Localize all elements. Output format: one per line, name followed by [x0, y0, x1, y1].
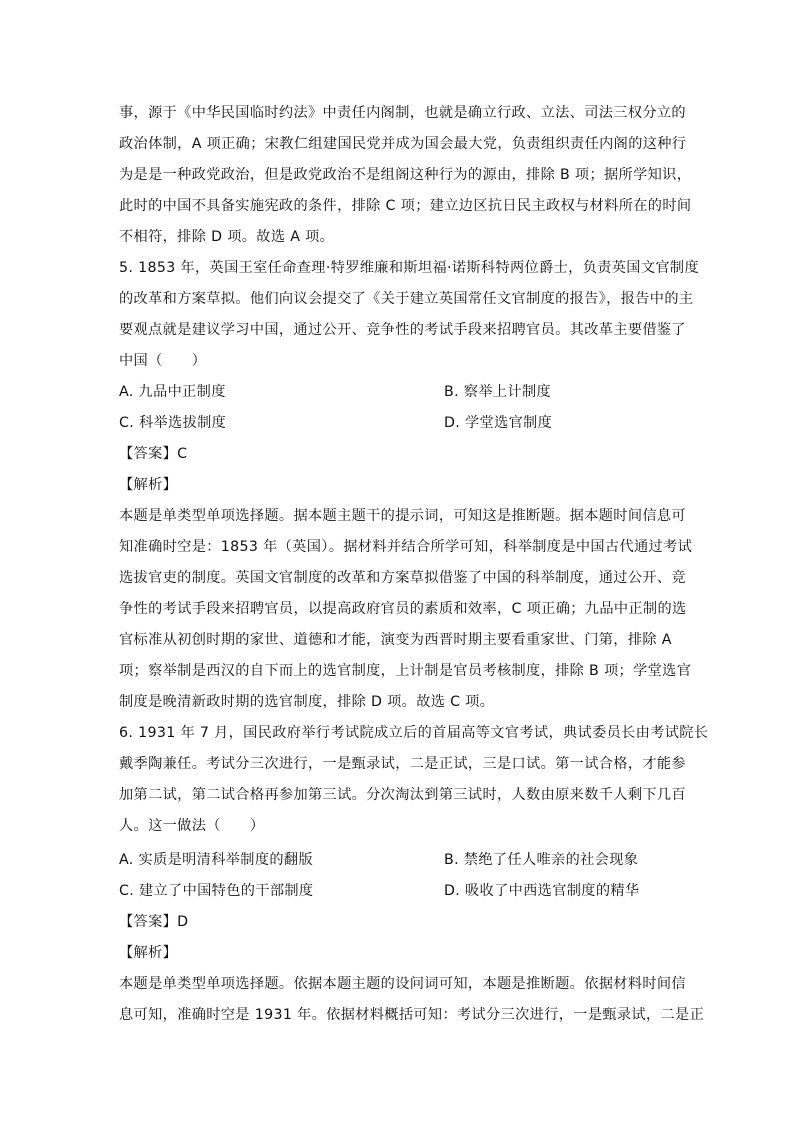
question-6-option-a: A. 实质是明清科举制度的翻版: [119, 852, 313, 868]
question-5-stem: 5. 1853 年，英国王室任命查理·特罗维廉和斯坦福·诺斯科特两位爵士，负责英国文官制度: [119, 260, 699, 276]
question-6-stem: 加第二试，第二试合格再参加第三试。分次淘汰到第三试时，人数由原来数千人剩下几百: [119, 787, 686, 803]
question-5-stem: 中国（ ）: [119, 353, 207, 369]
question-6-option-b: B. 禁绝了任人唯亲的社会现象: [444, 852, 639, 868]
text-line: 事，源于《中华民国临时约法》中责任内阁制，也就是确立行政、立法、司法三权分立的: [119, 105, 686, 121]
question-6-option-c: C. 建立了中国特色的干部制度: [119, 883, 314, 899]
text-line: 政治体制，A 项正确；宋教仁组建国民党并成为国会最大党，负责组织责任内阁的这种行: [119, 136, 687, 152]
question-5-analysis: 官标准从初创时期的家世、道德和才能，演变为西晋时期主要看重家世、门第，排除 A: [119, 632, 672, 648]
question-5-analysis-label: 【解析】: [119, 477, 178, 493]
question-6-answer: 【答案】D: [119, 914, 189, 930]
question-5-option-b: B. 察举上计制度: [444, 384, 552, 400]
question-6-stem: 戴季陶兼任。考试分三次进行，一是甄录试，二是正试，三是口试。第一试合格，才能参: [119, 756, 686, 772]
question-5-analysis: 制度是晚清新政时期的选官制度，排除 D 项。故选 C 项。: [119, 694, 495, 710]
question-5-analysis: 选拔官吏的制度。英国文官制度的改革和方案草拟借鉴了中国的科举制度，通过公开、竞: [119, 570, 686, 586]
question-5-option-a: A. 九品中正制度: [119, 384, 226, 400]
question-6-analysis-label: 【解析】: [119, 945, 178, 961]
question-5-stem: 要观点就是建议学习中国，通过公开、竞争性的考试手段来招聘官员。其改革主要借鉴了: [119, 322, 686, 338]
question-5-analysis: 项；察举制是西汉的自下而上的选官制度，上计制是官员考核制度，排除 B 项；学堂选官: [119, 663, 692, 679]
question-5-stem: 的改革和方案草拟。他们向议会提交了《关于建立英国常任文官制度的报告》，报告中的主: [119, 291, 694, 307]
question-5-answer: 【答案】C: [119, 446, 188, 462]
question-6-analysis: 息可知，准确时空是 1931 年。依据材料概括可知：考试分三次进行，一是甄录试，二是正: [119, 1007, 705, 1023]
question-5-analysis: 知准确时空是：1853 年（英国）。据材料并结合所学可知，科举制度是中国古代通过考试: [119, 539, 693, 555]
text-line: 此时的中国不具备实施宪政的条件，排除 C 项；建立边区抗日民主政权与材料所在的时间: [119, 198, 692, 214]
question-6-option-d: D. 吸收了中西选官制度的精华: [444, 883, 640, 899]
question-6-stem: 6. 1931 年 7 月，国民政府举行考试院成立后的首届高等文官考试，典试委员长由考试院长: [119, 725, 709, 741]
question-6-analysis: 本题是单类型单项选择题。依据本题主题的设问词可知，本题是推断题。依据材料时间信: [119, 976, 686, 992]
text-line: 不相符，排除 D 项。故选 A 项。: [119, 229, 335, 245]
question-5-analysis: 本题是单类型单项选择题。据本题主题干的提示词，可知这是推断题。据本题时间信息可: [119, 508, 686, 524]
question-5-analysis: 争性的考试手段来招聘官员，以提高政府官员的素质和效率，C 项正确；九品中正制的选: [119, 601, 687, 617]
question-5-option-c: C. 科举选拔制度: [119, 415, 227, 431]
question-6-stem: 人。这一做法（ ）: [119, 818, 265, 834]
text-line: 为是是一种政党政治，但是政党政治不是组阁这种行为的源由，排除 B 项；据所学知识，: [119, 167, 692, 183]
question-5-option-d: D. 学堂选官制度: [444, 415, 553, 431]
